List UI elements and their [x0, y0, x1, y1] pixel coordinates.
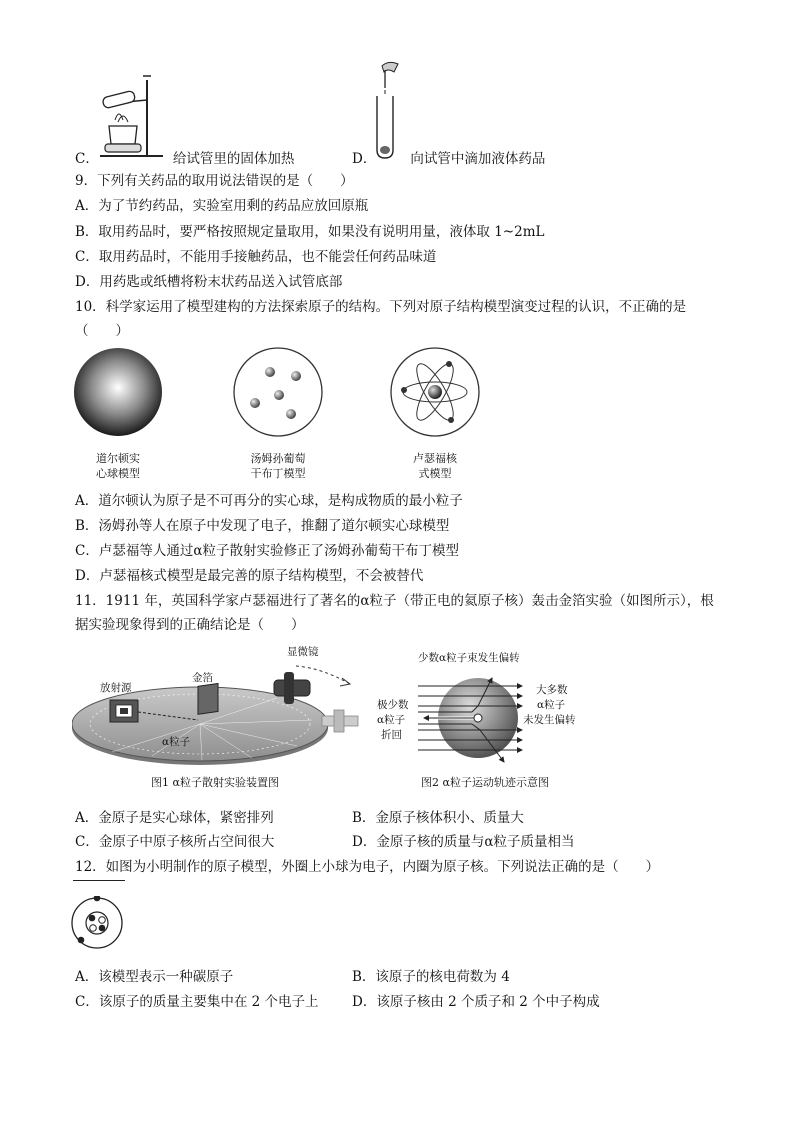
label-few-deflected: 少数α粒子束发生偏转 — [418, 652, 520, 664]
thomson-model-caption: 汤姆孙葡萄 干布丁模型 — [250, 452, 306, 480]
fig1-caption: 图1 α粒子散射实验装置图 — [151, 776, 279, 789]
label-most-1: 大多数 — [536, 684, 568, 696]
label-gold-foil: 金箔 — [192, 672, 213, 684]
q9-option-c: C．取用药品时，不能用手接触药品，也不能尝任何药品味道 — [75, 249, 437, 265]
q11-stem: 11．1911 年，英国科学家卢瑟福进行了著名的α粒子（带正电的氦原子核）轰击金箔实验（如图所示），根 — [75, 593, 714, 609]
dalton-solid-sphere-model — [72, 346, 164, 438]
label-most-2: α粒子 — [537, 699, 566, 711]
answer-blank-line — [73, 880, 125, 881]
q11-option-a: A．金原子是实心球体，紧密排列 — [75, 810, 274, 826]
q10-option-b: B．汤姆孙等人在原子中发现了电子，推翻了道尔顿实心球模型 — [75, 518, 450, 534]
q10-stem-cont: （ ） — [75, 323, 129, 339]
label-very-few-1: 极少数 — [377, 699, 409, 711]
label-radiation-source: 放射源 — [100, 682, 132, 694]
q8-option-d: D． 向试管中滴加液体药品 — [352, 151, 546, 167]
q11-stem-cont: 据实验现象得到的正确结论是（ ） — [75, 617, 305, 633]
fig2-caption: 图2 α粒子运动轨迹示意图 — [421, 776, 549, 789]
scattering-apparatus-figure — [72, 642, 372, 772]
q10-option-c: C．卢瑟福等人通过α粒子散射实验修正了汤姆孙葡萄干布丁模型 — [75, 543, 459, 559]
q8-option-c: C． 给试管里的固体加热 — [75, 151, 295, 167]
q11-option-d: D．金原子核的质量与α粒子质量相当 — [352, 834, 575, 850]
q10-option-d: D．卢瑟福核式模型是最完善的原子结构模型，不会被替代 — [75, 568, 424, 584]
q9-option-a: A．为了节约药品，实验室用剩的药品应放回原瓶 — [75, 198, 369, 214]
q9-stem: 9．下列有关药品的取用说法错误的是（ ） — [75, 173, 354, 189]
q12-option-b: B．该原子的核电荷数为 4 — [352, 969, 510, 985]
rutherford-nuclear-model — [383, 346, 487, 438]
atom-model-figure — [70, 896, 124, 950]
q11-option-c: C．金原子中原子核所占空间很大 — [75, 834, 275, 850]
q9-option-d: D．用药匙或纸槽将粉末状药品送入试管底部 — [75, 274, 343, 290]
label-alpha-particle: α粒子 — [162, 736, 191, 748]
label-microscope: 显微镜 — [287, 646, 319, 658]
q12-option-a: A．该模型表示一种碳原子 — [75, 969, 234, 985]
label-very-few-3: 折回 — [381, 729, 402, 741]
q12-stem: 12．如图为小明制作的原子模型，外圈上小球为电子，内圈为原子核。下列说法正确的是（ ） — [75, 859, 660, 875]
q12-option-d: D．该原子核由 2 个质子和 2 个中子构成 — [352, 994, 600, 1010]
label-most-3: 未发生偏转 — [523, 714, 576, 726]
q10-option-a: A．道尔顿认为原子是不可再分的实心球，是构成物质的最小粒子 — [75, 493, 463, 509]
dalton-model-caption: 道尔顿实 心球模型 — [96, 452, 140, 480]
q11-option-b: B．金原子核体积小、质量大 — [352, 810, 524, 826]
q9-option-b: B．取用药品时，要严格按照规定量取用，如果没有说明用量，液体取 1~2mL — [75, 224, 545, 240]
q12-option-c: C．该原子的质量主要集中在 2 个电子上 — [75, 994, 319, 1010]
thomson-plum-pudding-model — [226, 346, 330, 438]
alpha-trajectory-figure — [410, 668, 540, 772]
rutherford-model-caption: 卢瑟福核 式模型 — [413, 452, 457, 480]
q10-stem: 10．科学家运用了模型建构的方法探索原子的结构。下列对原子结构模型演变过程的认识，不正确的是 — [75, 299, 687, 315]
label-very-few-2: α粒子 — [377, 714, 406, 726]
